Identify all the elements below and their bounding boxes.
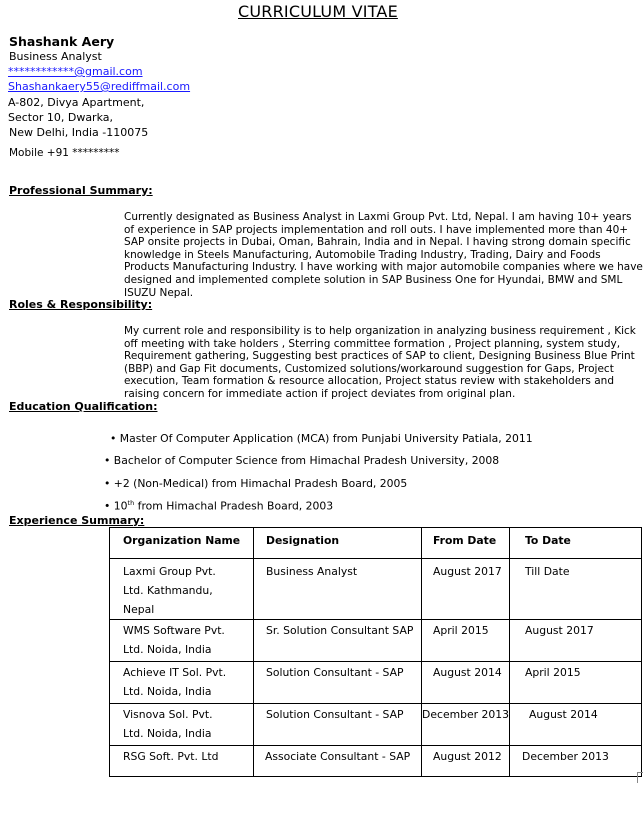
- organization-line: Ltd. Kathmandu,: [123, 584, 213, 597]
- organization-cell: [110, 620, 254, 662]
- organization-line: RSG Soft. Pvt. Ltd: [123, 750, 219, 763]
- organization-cell: [110, 559, 254, 620]
- organization-line: WMS Software Pvt.: [123, 624, 225, 637]
- roles-heading: Roles & Responsibility:: [9, 298, 153, 311]
- candidate-name: Shashank Aery: [9, 34, 115, 49]
- address-line-3: New Delhi, India -110075: [9, 126, 149, 139]
- organization-line: Ltd. Noida, India: [123, 685, 212, 698]
- education-item-suffix: from Himachal Pradesh Board, 2003: [134, 499, 334, 513]
- designation-cell: Solution Consultant - SAP: [254, 662, 422, 704]
- to-date-cell: April 2015: [510, 662, 642, 704]
- experience-heading: Experience Summary:: [9, 514, 145, 527]
- education-item-superscript: th: [127, 499, 135, 507]
- to-date-cell: August 2014: [510, 704, 642, 746]
- email-link-primary[interactable]: ************@gmail.com: [8, 65, 143, 78]
- designation-cell: Solution Consultant - SAP: [254, 704, 422, 746]
- from-date-cell: August 2014: [422, 662, 510, 704]
- column-header-to-date: To Date: [510, 528, 642, 559]
- roles-text: My current role and responsibility is to help organization in analyzing business requirement , Kick off meeting with take holders , Sterring committee formation , Project planning, system study, Requirement gathering, Suggesting best practices of SAP to client, Designing Business Blue Print (BBP) and Gap Fit documents, Customized solutions/workaround suggestion for Gaps, Project execution, Team formation & resource allocation, Project status review with stakeholders and raising concern for immediate action if project deviates from original plan.: [124, 325, 636, 400]
- education-item: • +2 (Non-Medical) from Himachal Pradesh Board, 2005: [104, 477, 408, 490]
- table-row: [110, 704, 642, 746]
- organization-line: Ltd. Noida, India: [123, 727, 212, 740]
- to-date-cell: December 2013: [510, 746, 642, 777]
- address-line-1: A-802, Divya Apartment,: [8, 96, 145, 109]
- column-header-designation: Designation: [254, 528, 422, 559]
- from-date-cell: August 2012: [422, 746, 510, 777]
- to-date-cell: August 2017: [510, 620, 642, 662]
- designation-cell: Associate Consultant - SAP: [254, 746, 422, 777]
- table-row: [110, 559, 642, 620]
- address-line-2: Sector 10, Dwarka,: [8, 111, 113, 124]
- column-header-organization: Organization Name: [110, 528, 254, 559]
- from-date-cell: December 2013: [422, 704, 510, 746]
- from-date-cell: August 2017: [422, 559, 510, 620]
- organization-line: Nepal: [123, 603, 155, 616]
- organization-line: Laxmi Group Pvt.: [123, 565, 216, 578]
- professional-summary-heading: Professional Summary:: [9, 184, 153, 197]
- organization-cell: [110, 662, 254, 704]
- education-item: • Bachelor of Computer Science from Himachal Pradesh University, 2008: [104, 454, 500, 467]
- organization-line: Ltd. Noida, India: [123, 643, 212, 656]
- candidate-role: Business Analyst: [9, 50, 102, 63]
- designation-cell: Business Analyst: [254, 559, 422, 620]
- mobile-number: Mobile +91 *********: [9, 147, 120, 159]
- education-item-prefix: • 10: [104, 499, 128, 513]
- to-date-cell: Till Date: [510, 559, 642, 620]
- organization-line: Visnova Sol. Pvt.: [123, 708, 213, 721]
- education-item: • Master Of Computer Application (MCA) from Punjabi University Patiala, 2011: [110, 432, 533, 445]
- organization-cell: [110, 746, 254, 777]
- column-header-from-date: From Date: [422, 528, 510, 559]
- organization-line: Achieve IT Sol. Pvt.: [123, 666, 227, 679]
- designation-cell: Sr. Solution Consultant SAP: [254, 620, 422, 662]
- page-corner-mark: [637, 772, 643, 783]
- organization-cell: [110, 704, 254, 746]
- email-link-secondary[interactable]: Shashankaery55@rediffmail.com: [8, 80, 191, 93]
- table-header-row: [110, 528, 642, 559]
- table-row: [110, 620, 642, 662]
- table-row: [110, 662, 642, 704]
- professional-summary-text: Currently designated as Business Analyst in Laxmi Group Pvt. Ltd, Nepal. I am having 10+ years of experience in SAP projects implementation and roll outs. I have implemented more than 40+ SAP onsite projects in Dubai, Oman, Bahrain, India and in Nepal. I having strong domain specific knowledge in Steels Manufacturing, Automobile Trading Industry, Trading, Dairy and Foods Products Manufacturing Industry. I have working with major automobile companies where we have designed and implemented complete solution in SAP Business One for Hyundai, BMW and SML ISUZU Nepal.: [124, 211, 643, 299]
- document-title: CURRICULUM VITAE: [238, 2, 398, 21]
- education-item: [104, 499, 333, 513]
- experience-table: [109, 527, 642, 777]
- table-row: [110, 746, 642, 777]
- from-date-cell: April 2015: [422, 620, 510, 662]
- education-heading: Education Qualification:: [9, 400, 158, 413]
